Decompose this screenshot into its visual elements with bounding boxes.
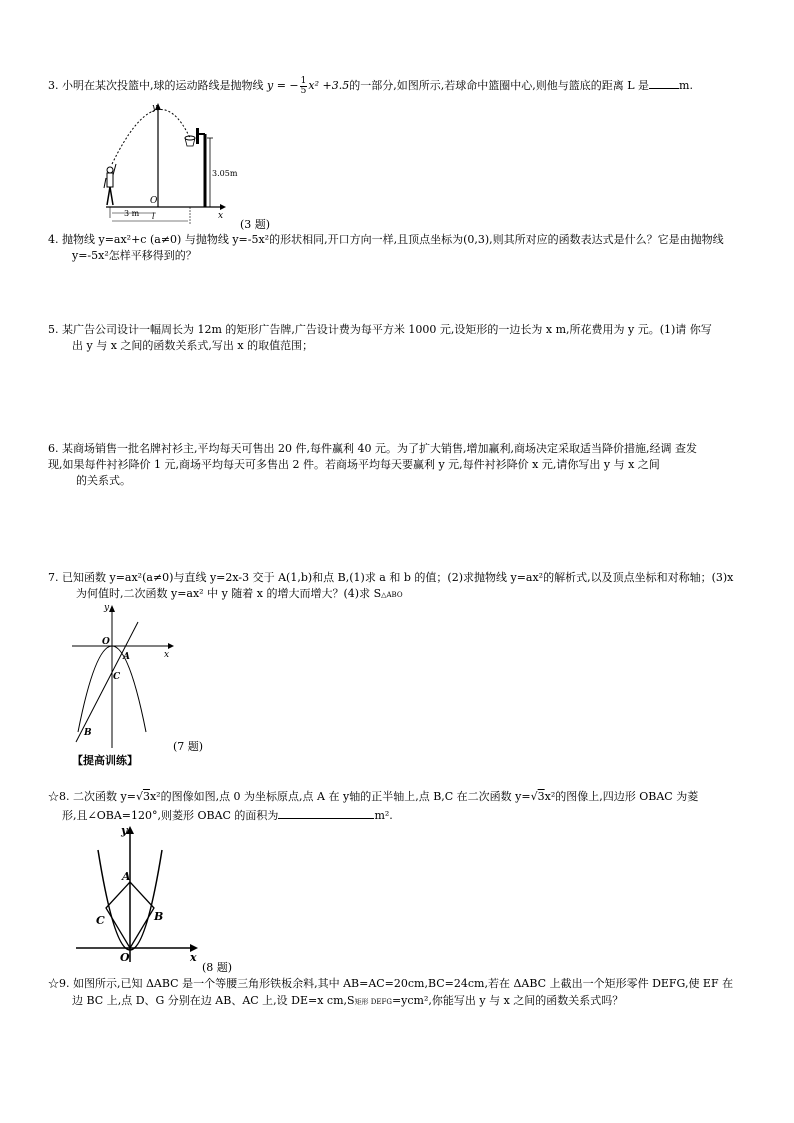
question-6-line-1: 6. 某商场销售一批名牌衬衫主,平均每天可售出 20 件,每件赢利 40 元。为了扩大销售,增加赢利,商场决定采取适当降价措施,经调 查发 — [48, 442, 697, 455]
caption-q8: (8 题) — [202, 961, 233, 974]
sqrt-symbol-2: √3 — [530, 790, 545, 803]
origin-label: O — [150, 196, 158, 206]
question-8-line-1: ☆8. 二次函数 y=√3x²的图像如图,点 0 为坐标原点,点 A 在 y轴的正半轴上,点 B,C 在二次函数 y=√3x²的图像上,四边形 OBAC 为菱 — [48, 790, 699, 803]
point-c-label: C — [113, 672, 121, 682]
question-6-line-2: 现,如果每件衬衫降价 1 元,商场平均每天可多售出 2 件。若商场平均每天要赢利 y 元,每件衬衫降价 x 元,请你写出 y 与 x 之间 — [48, 458, 660, 471]
question-3-text: 3. 小明在某次投篮中,球的运动路线是抛物线 y = − $\frac{1}{5}$ x² +3.5的一部分,如图所示,若球命中篮圈中心,则他与篮底的距离 L 是 m. — [48, 75, 693, 96]
height-label: 3.05m — [212, 169, 238, 178]
point-a-label: A — [122, 870, 131, 883]
figure-q7-parabola-line — [70, 600, 180, 750]
caption-q3: (3 题) — [240, 218, 271, 231]
point-c-label: C — [96, 914, 105, 927]
question-4-line-2: y=-5x²怎样平移得到的？ — [72, 249, 197, 262]
player-figure — [104, 164, 116, 205]
y-arrow-icon — [109, 605, 115, 612]
question-5-line-1: 5. 某广告公司设计一幅周长为 12m 的矩形广告牌,广告设计费为每平方米 1000 元,设矩形的一边长为 x m,所花费用为 y 元。(1)请 你写 — [48, 323, 712, 336]
question-7-line-1: 7. 已知函数 y=ax²(a≠0)与直线 y=2x-3 交于 A(1,b)和点 B,(1)求 a 和 b 的值；(2)求抛物线 y=ax²的解析式,以及顶点坐标和对称轴；(3)x — [48, 571, 734, 584]
question-9-line-2: 边 BC 上,点 D、G 分别在边 AB、AC 上,设 DE=x cm,S矩形 DEFG=ycm²,你能写出 y 与 x 之间的函数关系式吗？ — [72, 994, 624, 1007]
point-a-label: A — [123, 652, 130, 662]
basket-hoop — [185, 128, 205, 207]
sqrt-symbol: √3 — [135, 790, 150, 803]
fraction-1-5: $\frac{1}{5}$ — [300, 75, 307, 96]
figure-q8-rhombus-parabola — [72, 820, 202, 965]
question-4-line-1: 4. 抛物线 y=ax²+c (a≠0) 与抛物线 y=-5x²的形状相同,开口方向一样,且顶点坐标为(0,3),则其所对应的函数表达式是什么？它是由抛物线 — [48, 233, 724, 246]
x-label: x — [164, 650, 170, 660]
x-arrow-icon — [168, 643, 174, 649]
question-5-line-2: 出 y 与 x 之间的函数关系式,写出 x 的取值范围； — [72, 339, 314, 352]
y-label: y — [104, 603, 110, 613]
y-label: y — [152, 103, 158, 113]
distance-3m-label: 3 m — [124, 209, 140, 218]
question-9-line-1: ☆9. 如图所示,已知 ΔABC 是一个等腰三角形铁板余料,其中 AB=AC=20cm,BC=24cm,若在 ΔABC 上截出一个矩形零件 DEFG,使 EF 在 — [48, 977, 734, 990]
y-label: y — [121, 824, 128, 837]
section-heading-advanced: 【提高训练】 — [72, 754, 138, 767]
distance-l-label: l — [152, 212, 155, 221]
figure-q3-basketball — [98, 100, 238, 225]
caption-q7: (7 题) — [173, 740, 204, 753]
point-b-label: B — [154, 910, 164, 923]
point-b-label: B — [84, 728, 92, 738]
question-8-line-2: 形,且∠OBA=120°,则菱形 OBAC 的面积为 m². — [62, 806, 393, 824]
origin-label: O — [120, 951, 130, 964]
answer-blank-q3[interactable] — [649, 76, 679, 89]
x-label: x — [218, 211, 224, 221]
answer-blank-q8[interactable] — [278, 806, 374, 819]
question-6-line-3: 的关系式。 — [76, 474, 131, 487]
question-7-line-2: 为何值时,二次函数 y=ax² 中 y 随着 x 的增大而增大？(4)求 S△ABO — [76, 587, 403, 600]
x-label: x — [190, 951, 197, 964]
x-arrow-icon — [220, 204, 226, 210]
origin-label: O — [102, 637, 110, 647]
ball-trajectory — [112, 109, 190, 164]
